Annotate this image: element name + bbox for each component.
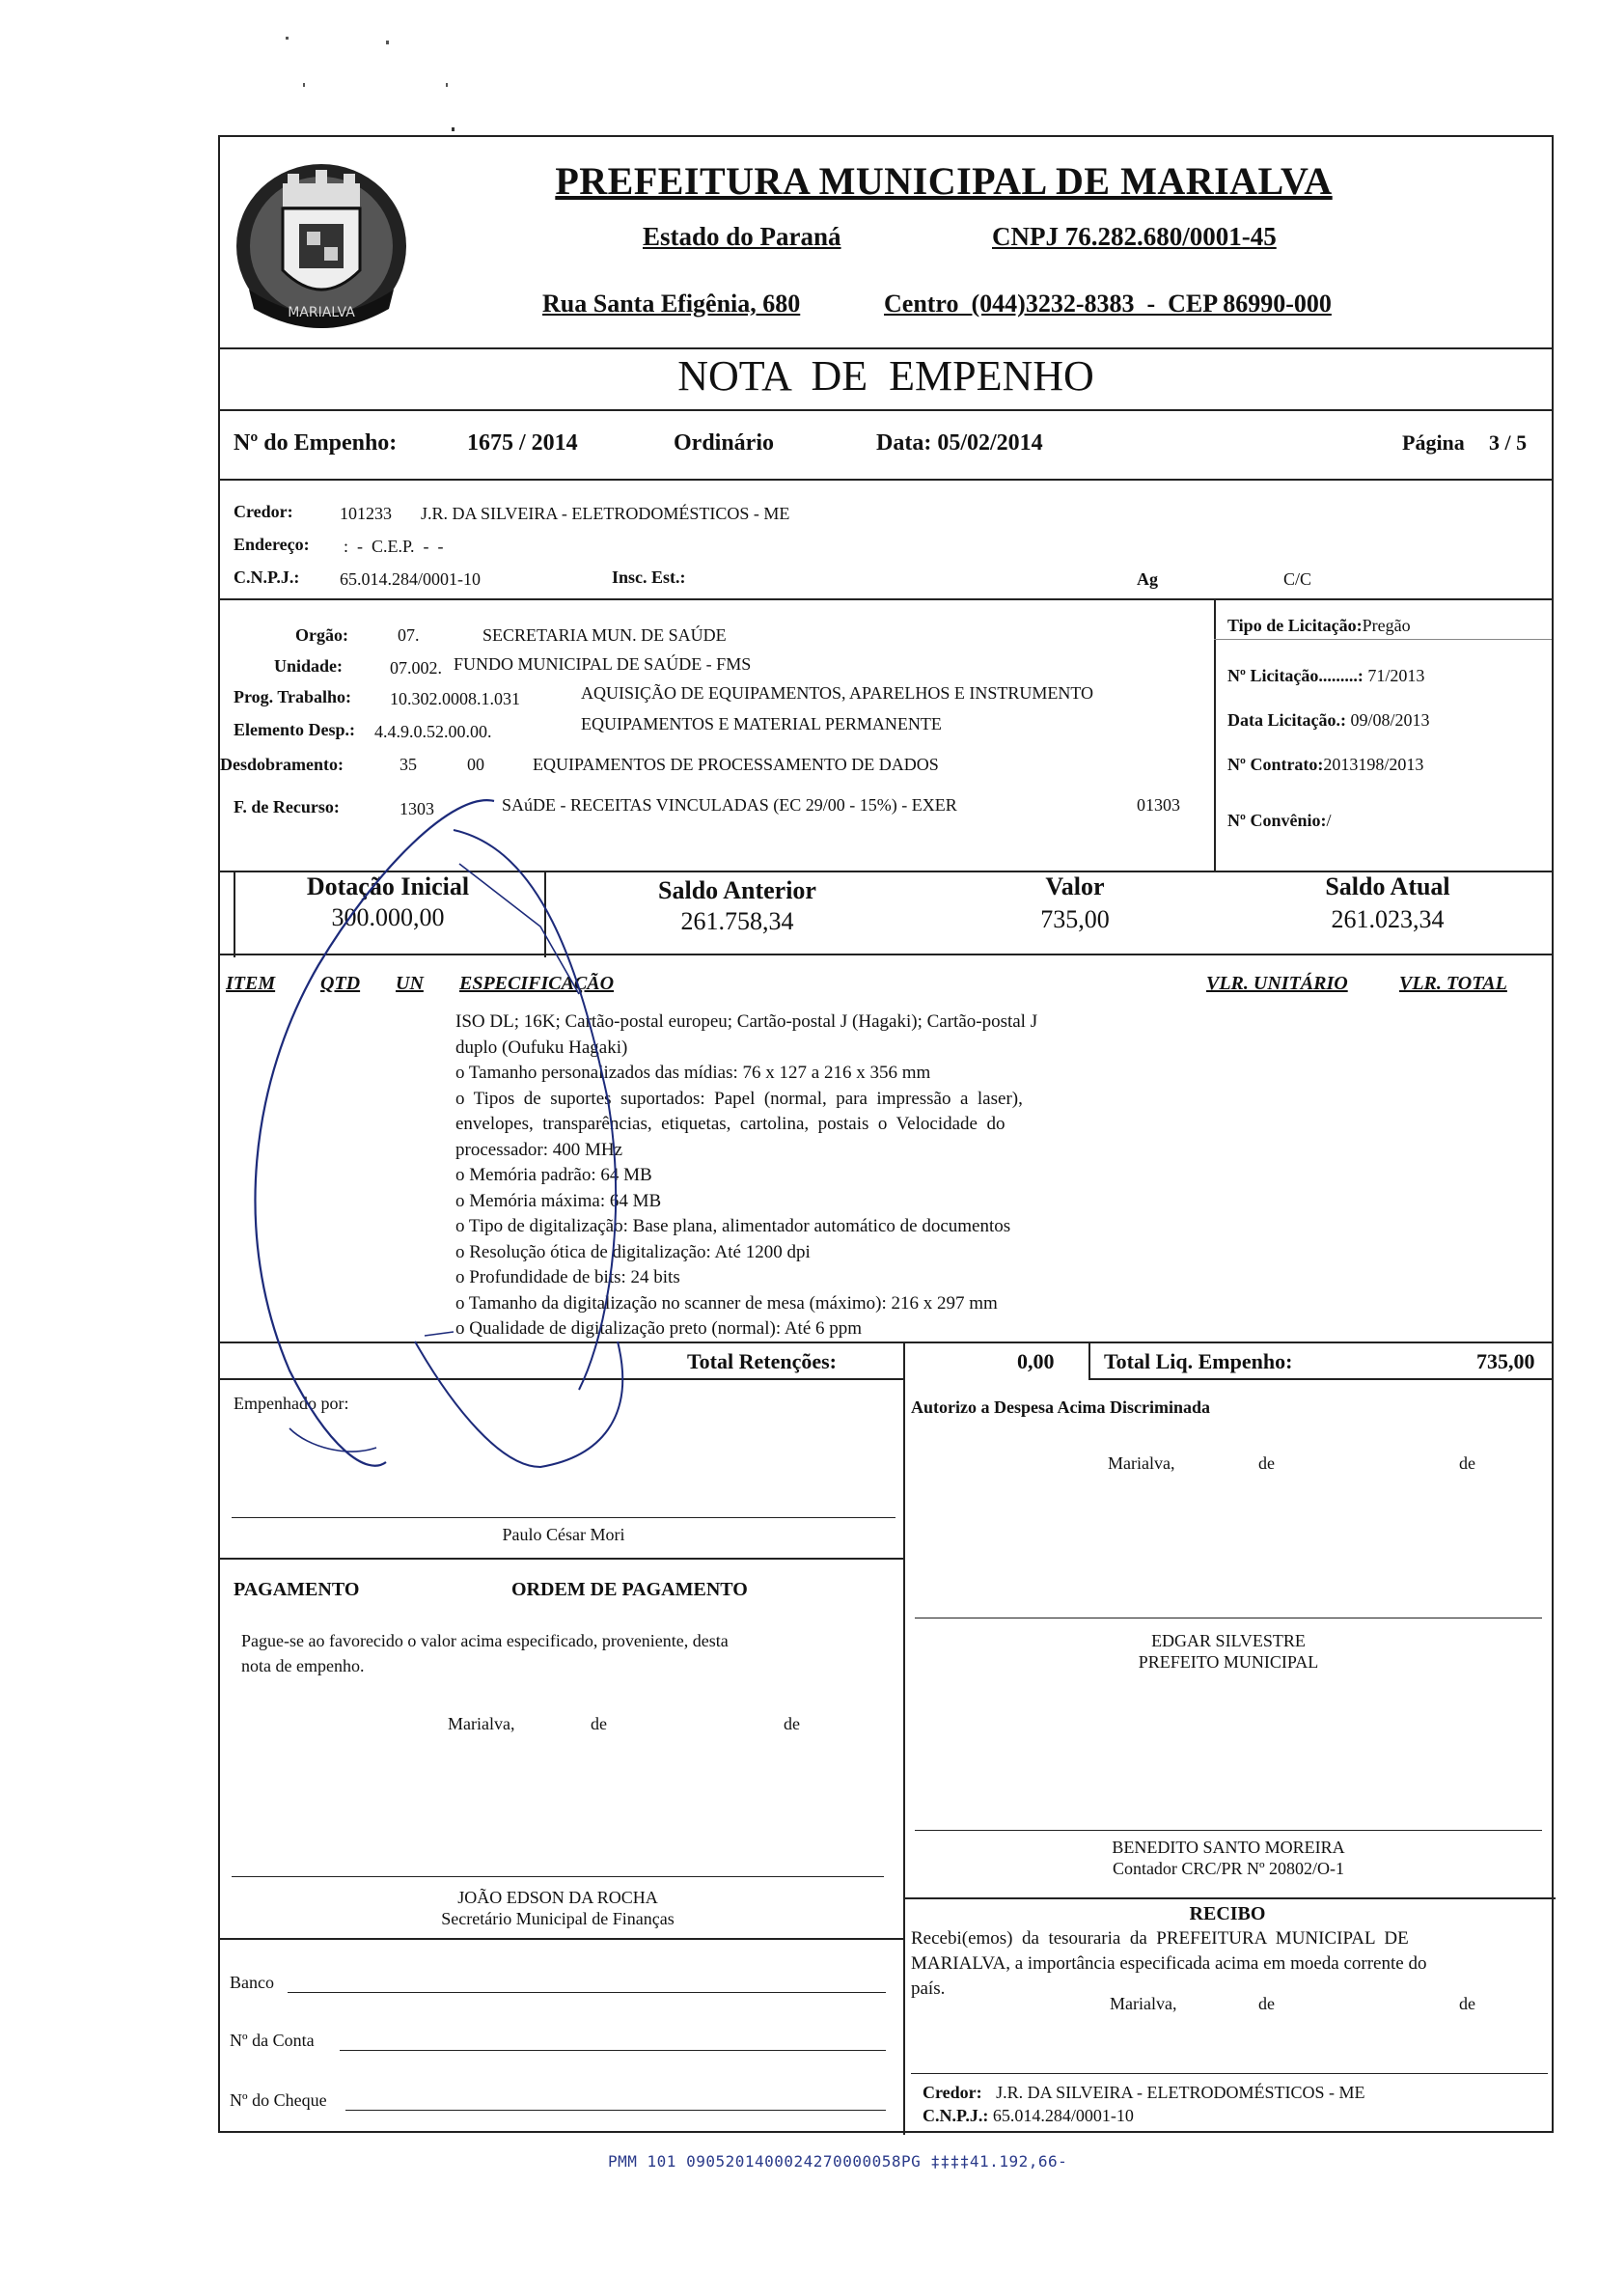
dotacao-value: 300.000,00 — [331, 903, 445, 931]
prog-trabalho-label: Prog. Trabalho: — [234, 687, 352, 706]
dotacao-label: Dotação Inicial — [306, 872, 470, 900]
scan-speck — [386, 41, 389, 44]
empenho-number-label: Nº do Empenho: — [234, 430, 398, 456]
empenhado-por-label: Empenhado por: — [234, 1394, 349, 1413]
insc-est-label: Insc. Est.: — [612, 567, 686, 587]
numero-licitacao: Nº Licitação.........: 71/2013 — [1227, 666, 1425, 685]
data-licitacao: Data Licitação.: 09/08/2013 — [1227, 710, 1430, 730]
cnpj-label: C.N.P.J.: — [234, 567, 300, 587]
valor-value: 735,00 — [1040, 905, 1110, 933]
col-item: ITEM — [226, 973, 276, 994]
orgao-label: Orgão: — [295, 625, 348, 645]
spec-line: o Tipo de digitalização: Base plana, alimentador automático de documentos — [455, 1216, 1011, 1236]
desdobramento-name: EQUIPAMENTOS DE PROCESSAMENTO DE DADOS — [533, 755, 939, 774]
pagamento-de-1: de — [591, 1714, 607, 1733]
recibo-de-1: de — [1258, 1994, 1275, 2013]
spec-line: o Memória padrão: 64 MB — [455, 1165, 652, 1185]
recibo-text-2: MARIALVA, a importância especificada acima em moeda corrente do — [911, 1953, 1427, 1974]
orgao-code: 07. — [398, 625, 420, 645]
recibo-title: RECIBO — [1189, 1903, 1266, 1924]
spec-line: o Tamanho personalizados das mídias: 76 x 127 a 216 x 356 mm — [455, 1063, 931, 1083]
street-address: Rua Santa Efigênia, 680 — [542, 290, 801, 318]
elemento-desp-label: Elemento Desp.: — [234, 720, 355, 739]
total-liquido-value: 735,00 — [1476, 1349, 1535, 1373]
prefeito-role: PREFEITO MUNICIPAL — [1138, 1652, 1319, 1672]
empenho-date: Data: 05/02/2014 — [876, 430, 1043, 456]
pagamento-place: Marialva, — [448, 1714, 515, 1733]
svg-text:MARIALVA: MARIALVA — [288, 305, 355, 320]
secretario-role: Secretário Municipal de Finanças — [441, 1909, 675, 1928]
recibo-cnpj: C.N.P.J.: 65.014.284/0001-10 — [923, 2106, 1134, 2125]
unidade-label: Unidade: — [274, 656, 344, 676]
credor-code: 101233 — [340, 504, 392, 523]
col-vlr-unitario: VLR. UNITÁRIO — [1206, 973, 1348, 994]
spec-line: o Tipos de suportes suportados: Papel (normal, para impressão a laser), — [455, 1088, 1023, 1109]
spec-line: envelopes, transparências, etiquetas, cartolina, postais o Velocidade do — [455, 1114, 1006, 1134]
spec-line: o Memória máxima: 64 MB — [455, 1190, 662, 1211]
tipo-licitacao: Tipo de Licitação:Pregão — [1227, 616, 1411, 635]
credor-name: J.R. DA SILVEIRA - ELETRODOMÉSTICOS - ME — [421, 504, 790, 523]
fonte-recurso-name: SAúDE - RECEITAS VINCULADAS (EC 29/00 - 15%) - EXER — [502, 795, 957, 815]
banco-field[interactable] — [288, 1992, 886, 1993]
recibo-text-1: Recebi(emos) da tesouraria da PREFEITURA MUNICIPAL DE — [911, 1928, 1409, 1949]
total-retencoes-label: Total Retenções: — [687, 1349, 837, 1373]
cc-label: C/C — [1283, 569, 1312, 589]
autorizo-place: Marialva, — [1108, 1453, 1175, 1473]
col-vlr-total: VLR. TOTAL — [1399, 973, 1507, 994]
desdobramento-code: 35 — [400, 755, 417, 774]
autorizo-de-2: de — [1459, 1453, 1475, 1473]
spec-line: duplo (Oufuku Hagaki) — [455, 1037, 628, 1058]
prog-trabalho-name: AQUISIÇÃO DE EQUIPAMENTOS, APARELHOS E INSTRUMENTO — [581, 683, 1094, 703]
pagamento-de-2: de — [784, 1714, 800, 1733]
empenho-number: 1675 / 2014 — [467, 430, 578, 456]
contador-role: Contador CRC/PR Nº 20802/O-1 — [1112, 1859, 1345, 1878]
address-contact: Centro (044)3232-8383 - CEP 86990-000 — [884, 290, 1332, 318]
recibo-text-3: país. — [911, 1978, 946, 1999]
footer-processing-code: PMM 101 0905201400024270000058PG ‡‡‡‡41.192,66- — [608, 2152, 1068, 2171]
secretario-name: JOÃO EDSON DA ROCHA — [457, 1888, 658, 1907]
prog-trabalho-code: 10.302.0008.1.031 — [390, 689, 520, 708]
desdobramento-sub: 00 — [467, 755, 484, 774]
col-qtd: QTD — [320, 973, 361, 994]
spec-line: processador: 400 MHz — [455, 1139, 623, 1160]
spec-line: o Tamanho da digitalização no scanner de mesa (máximo): 216 x 297 mm — [455, 1292, 998, 1314]
scan-speck — [286, 37, 289, 40]
total-retencoes-value: 0,00 — [1017, 1349, 1055, 1373]
recibo-place: Marialva, — [1110, 1994, 1177, 2013]
endereco-label: Endereço: — [234, 535, 310, 554]
credor-label: Credor: — [234, 502, 293, 521]
col-especificacao: ESPECIFICAÇÃO — [459, 973, 615, 994]
empenhado-signer: Paulo César Mori — [502, 1525, 625, 1544]
contador-name: BENEDITO SANTO MOREIRA — [1112, 1838, 1345, 1857]
fonte-recurso-code-2: 01303 — [1137, 795, 1180, 815]
page-number: 3 / 5 — [1489, 430, 1528, 455]
ordem-pagamento-label: ORDEM DE PAGAMENTO — [511, 1579, 748, 1600]
autorizo-de-1: de — [1258, 1453, 1275, 1473]
spec-line: ISO DL; 16K; Cartão-postal europeu; Cartão-postal J (Hagaki); Cartão-postal J — [455, 1011, 1038, 1032]
state-name: Estado do Paraná — [643, 222, 841, 251]
numero-convenio: Nº Convênio:/ — [1227, 811, 1332, 830]
saldo-atual-value: 261.023,34 — [1331, 905, 1445, 933]
saldo-atual-label: Saldo Atual — [1325, 872, 1450, 900]
spec-line: o Qualidade de digitalização preto (normal): Até 6 ppm — [455, 1318, 863, 1339]
valor-label: Valor — [1045, 872, 1105, 900]
spec-line: o Profundidade de bits: 24 bits — [455, 1267, 680, 1287]
ag-label: Ag — [1137, 569, 1158, 589]
autorizo-label: Autorizo a Despesa Acima Discriminada — [911, 1397, 1210, 1417]
municipal-coat-of-arms-logo — [230, 145, 413, 338]
page-label: Página — [1402, 430, 1465, 455]
prefeito-name: EDGAR SILVESTRE — [1151, 1631, 1306, 1650]
scan-speck — [446, 83, 448, 87]
recibo-credor: Credor: J.R. DA SILVEIRA - ELETRODOMÉSTICOS - ME — [923, 2083, 1365, 2102]
numero-cheque-label: Nº do Cheque — [230, 2090, 327, 2110]
numero-conta-field[interactable] — [340, 2050, 886, 2051]
pagamento-text-2: nota de empenho. — [241, 1656, 365, 1675]
item-specification — [455, 1010, 1150, 1342]
recibo-de-2: de — [1459, 1994, 1475, 2013]
orgao-name: SECRETARIA MUN. DE SAÚDE — [482, 625, 727, 645]
nota-de-empenho-form — [218, 135, 1554, 2133]
desdobramento-label: Desdobramento: — [220, 755, 344, 774]
col-un: UN — [396, 973, 424, 994]
saldo-anterior-value: 261.758,34 — [680, 907, 794, 935]
city-hall-title: PREFEITURA MUNICIPAL DE MARIALVA — [555, 159, 1333, 203]
unidade-code: 07.002. — [390, 658, 442, 678]
numero-contrato: Nº Contrato:2013198/2013 — [1227, 755, 1424, 774]
city-cnpj: CNPJ 76.282.680/0001-45 — [992, 222, 1277, 251]
endereco-value: : - C.E.P. - - — [344, 537, 444, 556]
pagamento-text-1: Pague-se ao favorecido o valor acima especificado, proveniente, desta — [241, 1631, 729, 1650]
credor-cnpj: 65.014.284/0001-10 — [340, 569, 481, 589]
fonte-recurso-code: 1303 — [400, 799, 434, 818]
unidade-name: FUNDO MUNICIPAL DE SAÚDE - FMS — [454, 654, 752, 674]
numero-conta-label: Nº da Conta — [230, 2031, 315, 2050]
saldo-anterior-label: Saldo Anterior — [658, 876, 816, 904]
scan-speck — [452, 127, 455, 131]
document-title: NOTA DE EMPENHO — [677, 352, 1094, 400]
elemento-desp-code: 4.4.9.0.52.00.00. — [374, 722, 492, 741]
fonte-recurso-label: F. de Recurso: — [234, 797, 340, 816]
total-liquido-label: Total Liq. Empenho: — [1104, 1349, 1293, 1373]
empenho-type: Ordinário — [674, 430, 775, 456]
scan-speck — [303, 83, 305, 87]
elemento-desp-name: EQUIPAMENTOS E MATERIAL PERMANENTE — [581, 714, 942, 733]
pagamento-label: PAGAMENTO — [234, 1579, 360, 1600]
banco-label: Banco — [230, 1973, 274, 1992]
numero-cheque-field[interactable] — [345, 2110, 886, 2111]
spec-line: o Resolução ótica de digitalização: Até 1200 dpi — [455, 1241, 811, 1262]
